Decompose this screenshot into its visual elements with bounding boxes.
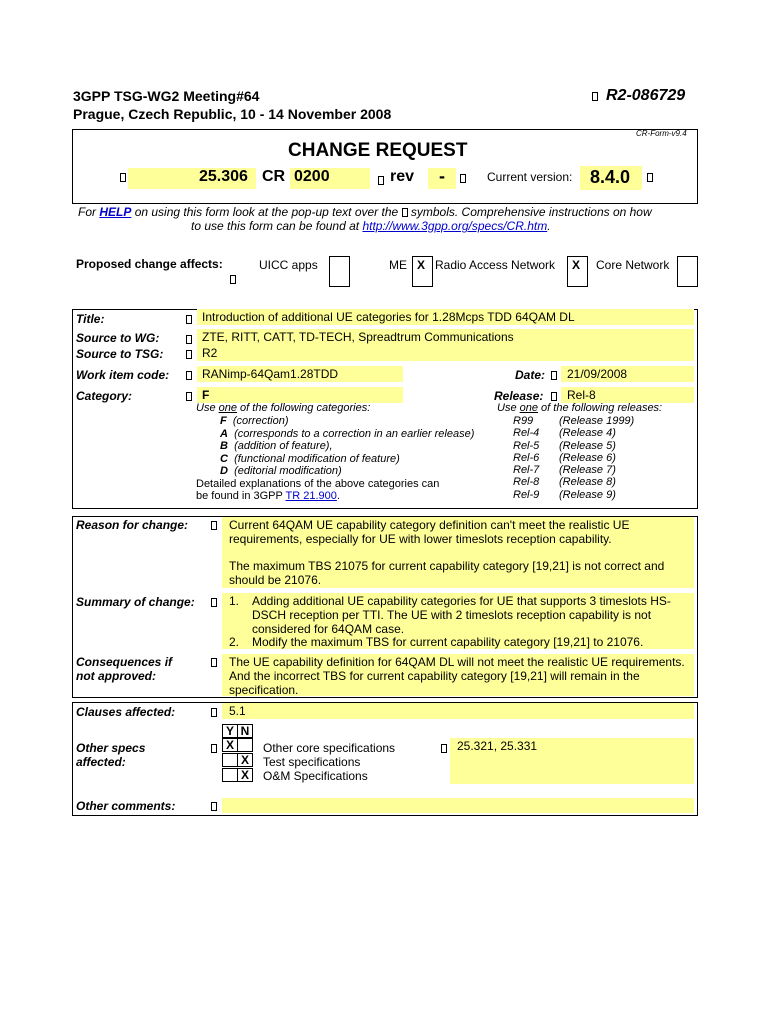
help-line1-end: symbols. Comprehensive instructions on how (410, 205, 652, 219)
help-marker-icon[interactable] (211, 598, 217, 607)
me-checkbox[interactable] (412, 256, 433, 287)
category-detail-2: be found in 3GPP TR 21.900. (196, 490, 340, 502)
document-number: R2-086729 (606, 87, 686, 104)
title-label: Title: (76, 312, 105, 326)
no-header: N (237, 724, 253, 738)
help-line-2 (191, 219, 551, 233)
help-marker-icon[interactable] (592, 92, 598, 101)
spec-label: Test specifications (263, 755, 361, 769)
consequences-label-2: not approved: (76, 669, 156, 683)
list-item: Rel-5 (Release 5) (513, 439, 616, 452)
list-item: Rel-9 (Release 9) (513, 488, 616, 501)
release-field[interactable]: Rel-8 (567, 388, 596, 402)
help-marker-icon[interactable] (211, 802, 217, 811)
list-item: B (addition of feature), (220, 440, 333, 452)
list-item: Rel-4 (Release 4) (513, 427, 616, 440)
summary-item-1[interactable]: Adding additional UE capability categories for UE that supports 3 timeslots HS-DSCH reception per TTI. The UE with 2 timeslots reception capability is not considered for 64QAM case. (252, 594, 671, 636)
me-mark: X (417, 258, 426, 272)
source-wg-label: Source to WG: (76, 331, 160, 345)
category-field[interactable]: F (202, 388, 210, 402)
source-tsg-label: Source to TSG: (76, 347, 164, 361)
category-detail-1: Detailed explanations of the above categories can (196, 478, 440, 490)
other-comments-label: Other comments: (76, 799, 176, 813)
other-specs-label-2: affected: (76, 755, 126, 769)
release-instructions: Use one of the following releases: (497, 402, 663, 414)
release-label: Release: (494, 389, 544, 403)
spec-label: Other core specifications (263, 741, 396, 755)
current-version[interactable]: 8.4.0 (590, 167, 631, 187)
rev-label: rev (390, 168, 415, 185)
category-label: Category: (76, 389, 133, 403)
summary-item-2[interactable]: Modify the maximum TBS for current capability category [19,21] to 21076. (252, 635, 644, 649)
clauses-field[interactable]: 5.1 (229, 704, 246, 718)
help-marker-icon[interactable] (186, 392, 192, 401)
help-marker-icon (402, 208, 408, 217)
help-prefix: For (78, 205, 96, 219)
specs-affected-field[interactable]: 25.321, 25.331 (457, 739, 538, 753)
help-marker-icon[interactable] (186, 315, 192, 324)
help-line-1 (78, 205, 652, 219)
help-marker-icon[interactable] (460, 174, 466, 183)
list-item: D (editorial modification) (220, 465, 342, 477)
list-item: Rel-8 (Release 8) (513, 476, 616, 489)
reason-text-2[interactable]: The maximum TBS 21075 for current capability category [19,21] is not correct and should be 21076. (229, 559, 665, 587)
list-item: F (correction) (220, 415, 289, 427)
cat-intro-one: one (218, 402, 237, 414)
rev-value[interactable]: - (439, 166, 445, 186)
summary-num-1: 1. (229, 594, 240, 608)
cr-number[interactable]: 0200 (294, 168, 330, 185)
title-field[interactable]: Introduction of additional UE categories for 1.28Mcps TDD 64QAM DL (202, 310, 575, 324)
help-marker-icon[interactable] (211, 708, 217, 717)
consequences-label-1: Consequences if (76, 655, 173, 669)
spec-yes-checkbox[interactable]: X (222, 738, 238, 752)
cn-label: Core Network (596, 258, 670, 272)
date-label: Date: (515, 368, 546, 382)
reason-text-1[interactable]: Current 64QAM UE capability category definition can't meet the realistic UE requirements, especially for UE with lower timeslots reception capability. (229, 518, 630, 546)
date-field[interactable]: 21/09/2008 (567, 367, 628, 381)
help-marker-icon[interactable] (551, 392, 557, 401)
ran-checkbox[interactable] (567, 256, 588, 287)
work-item-label: Work item code: (76, 368, 170, 382)
me-label: ME (389, 258, 407, 272)
help-marker-icon[interactable] (551, 371, 557, 380)
help-marker-icon[interactable] (441, 744, 447, 753)
form-title: CHANGE REQUEST (288, 140, 468, 161)
list-item: Rel-6 (Release 6) (513, 451, 616, 464)
spec-no-checkbox[interactable]: X (237, 753, 253, 767)
uicc-checkbox[interactable] (329, 256, 350, 287)
spec-number[interactable]: 25.306 (199, 168, 248, 185)
list-item: C (functional modification of feature) (220, 452, 400, 465)
meeting-location: Prague, Czech Republic, 10 - 14 November 2008 (73, 106, 392, 122)
help-line2-text: to use this form can be found at (191, 219, 360, 233)
cat-intro-a: Use (196, 402, 216, 414)
release-list (513, 415, 634, 501)
help-marker-icon[interactable] (378, 176, 384, 185)
help-marker-icon[interactable] (230, 275, 236, 284)
uicc-label: UICC apps (259, 258, 318, 272)
meeting-title: 3GPP TSG-WG2 Meeting#64 (73, 88, 260, 104)
help-marker-icon[interactable] (211, 521, 217, 530)
list-item: A (corresponds to a correction in an earlier release) (220, 427, 475, 440)
help-marker-icon[interactable] (211, 658, 217, 667)
affects-label: Proposed change affects: (76, 257, 223, 271)
help-marker-icon[interactable] (186, 335, 192, 344)
help-marker-icon[interactable] (120, 173, 126, 182)
cat-intro-b: of the following categories: (240, 402, 371, 414)
summary-num-2: 2. (229, 635, 240, 649)
consequences-text[interactable]: The UE capability definition for 64QAM DL will not meet the realistic UE requirements. And the incorrect TBS for current capability category [19,21] will remain in the specification. (229, 655, 685, 697)
source-tsg-field[interactable]: R2 (202, 346, 218, 360)
tr-21900-link[interactable]: TR 21.900 (285, 490, 337, 502)
list-item: Rel-7 (Release 7) (513, 464, 616, 477)
spec-no-checkbox[interactable]: X (237, 768, 253, 782)
source-wg-field[interactable]: ZTE, RITT, CATT, TD-TECH, Spreadtrum Communications (202, 330, 514, 344)
help-link[interactable]: HELP (99, 205, 132, 219)
category-list (220, 415, 474, 478)
ran-label: Radio Access Network (435, 258, 556, 272)
help-marker-icon[interactable] (647, 173, 653, 182)
list-item: R99 (Release 1999) (513, 415, 635, 427)
category-instructions (196, 402, 370, 414)
clauses-label: Clauses affected: (76, 705, 176, 719)
summary-label: Summary of change: (76, 595, 195, 609)
help-line1-text: on using this form look at the pop-up text over the (134, 205, 399, 219)
reason-label: Reason for change: (76, 518, 189, 532)
form-version: CR-Form-v9.4 (636, 129, 687, 138)
help-marker-icon[interactable] (211, 744, 217, 753)
other-specs-label-1: Other specs (76, 741, 146, 755)
current-version-label: Current version: (487, 170, 573, 184)
help-marker-icon[interactable] (186, 371, 192, 380)
spec-no-checkbox[interactable] (237, 738, 253, 752)
cn-checkbox[interactable] (677, 256, 698, 287)
work-item-field[interactable]: RANimp-64Qam1.28TDD (202, 367, 339, 381)
help-marker-icon[interactable] (186, 350, 192, 359)
spec-label: O&M Specifications (263, 769, 368, 783)
spec-yes-checkbox[interactable] (222, 753, 238, 767)
ran-mark: X (572, 258, 581, 272)
yes-header: Y (222, 724, 238, 738)
help-line2-end: . (547, 219, 551, 233)
spec-yes-checkbox[interactable] (222, 768, 238, 782)
cr-label: CR (262, 168, 286, 185)
cr-url-link[interactable]: http://www.3gpp.org/specs/CR.htm (362, 219, 548, 233)
